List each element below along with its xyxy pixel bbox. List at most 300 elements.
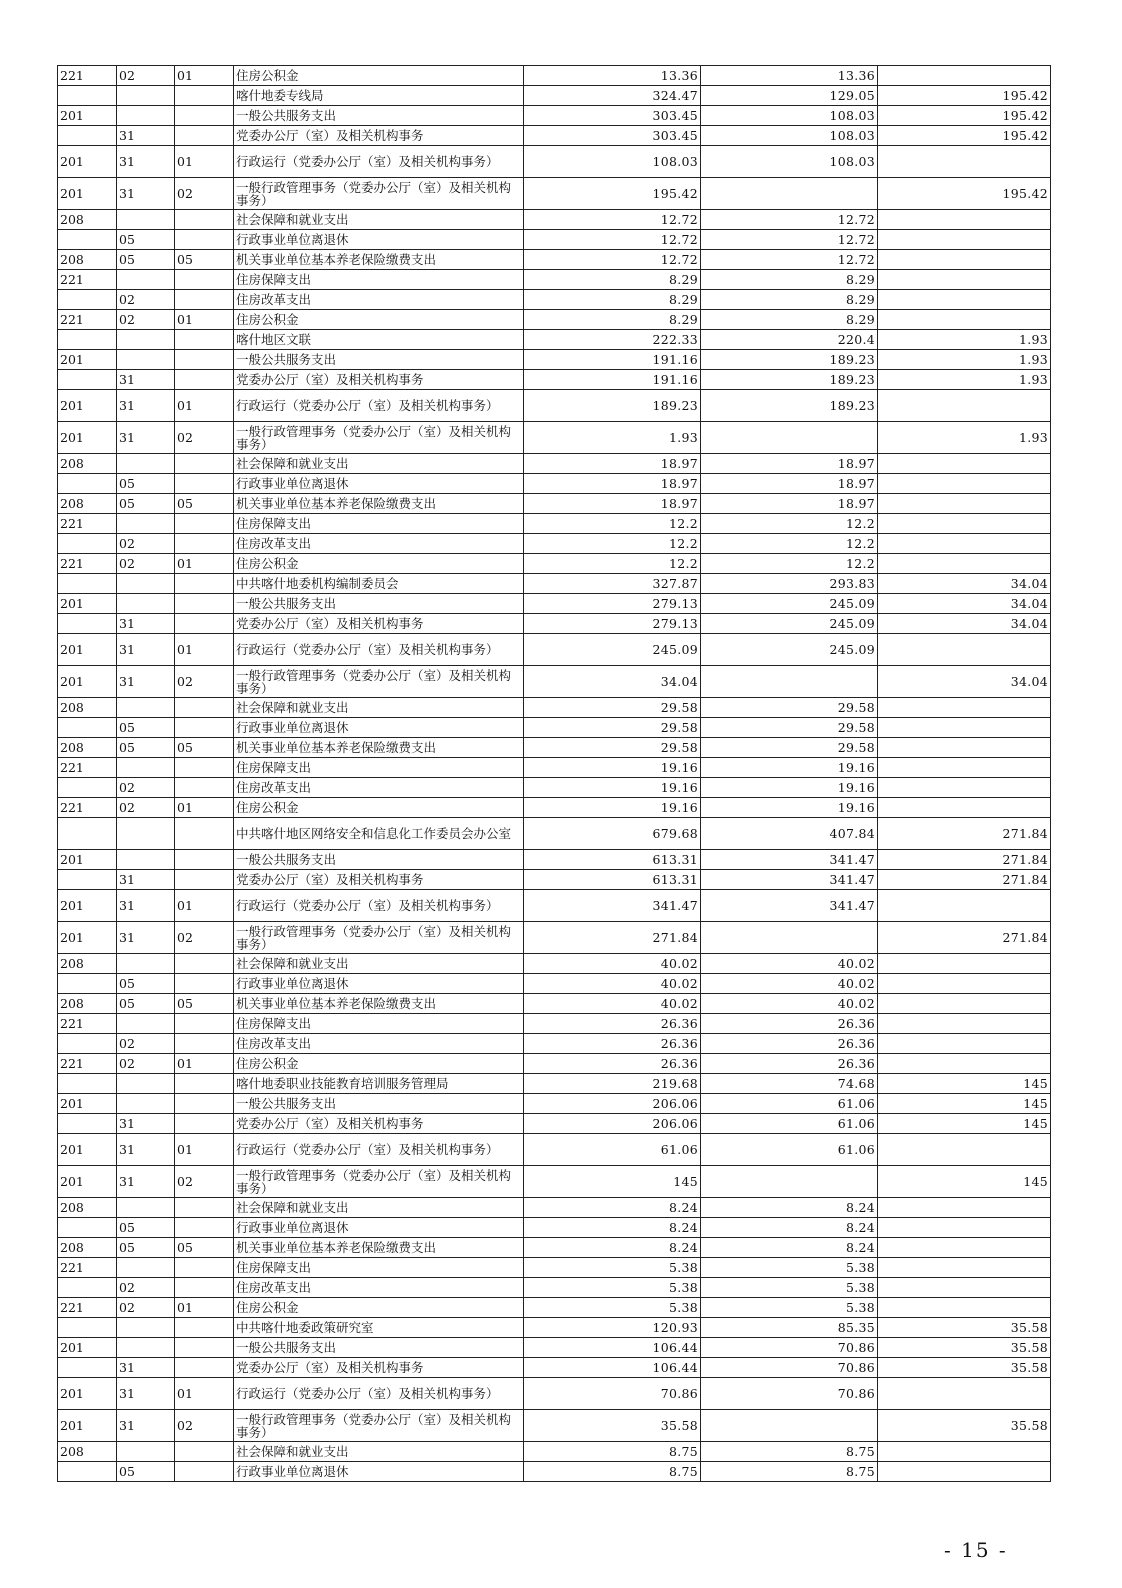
total-amount-cell: 8.24 — [524, 1218, 701, 1238]
class-code-cell: 201 — [58, 922, 117, 954]
basic-expenditure-cell: 5.38 — [701, 1278, 878, 1298]
class-code-cell: 208 — [58, 954, 117, 974]
class-code-cell: 221 — [58, 66, 117, 86]
basic-expenditure-cell: 61.06 — [701, 1094, 878, 1114]
project-expenditure-cell — [878, 230, 1051, 250]
item-code-cell: 05 — [175, 1238, 234, 1258]
table-row — [58, 330, 1051, 350]
item-code-cell: 05 — [175, 250, 234, 270]
table-row — [58, 310, 1051, 330]
item-code-cell — [175, 1358, 234, 1378]
item-code-cell — [175, 1442, 234, 1462]
section-code-cell: 31 — [117, 390, 175, 422]
project-expenditure-cell — [878, 210, 1051, 230]
section-code-cell: 05 — [117, 738, 175, 758]
project-expenditure-cell: 1.93 — [878, 370, 1051, 390]
subject-name-cell: 喀什地区文联 — [234, 330, 524, 350]
class-code-cell — [58, 126, 117, 146]
table-body — [58, 66, 1051, 1482]
basic-expenditure-cell: 12.72 — [701, 210, 878, 230]
section-code-cell — [117, 1094, 175, 1114]
basic-expenditure-cell: 19.16 — [701, 758, 878, 778]
section-code-cell: 31 — [117, 870, 175, 890]
subject-name-cell: 行政事业单位离退休 — [234, 974, 524, 994]
project-expenditure-cell — [878, 1134, 1051, 1166]
section-code-cell — [117, 574, 175, 594]
basic-expenditure-cell — [701, 1410, 878, 1442]
item-code-cell: 01 — [175, 634, 234, 666]
subject-name-cell: 住房公积金 — [234, 66, 524, 86]
project-expenditure-cell — [878, 778, 1051, 798]
table-row — [58, 1198, 1051, 1218]
item-code-cell — [175, 594, 234, 614]
table-row — [58, 554, 1051, 574]
table-row — [58, 1114, 1051, 1134]
subject-name-cell: 党委办公厅（室）及相关机构事务 — [234, 870, 524, 890]
project-expenditure-cell — [878, 250, 1051, 270]
project-expenditure-cell: 271.84 — [878, 818, 1051, 850]
class-code-cell — [58, 230, 117, 250]
section-code-cell: 05 — [117, 994, 175, 1014]
class-code-cell — [58, 290, 117, 310]
subject-name-cell: 住房改革支出 — [234, 1034, 524, 1054]
item-code-cell — [175, 350, 234, 370]
basic-expenditure-cell: 12.2 — [701, 514, 878, 534]
table-row — [58, 1094, 1051, 1114]
table-row — [58, 290, 1051, 310]
table-row — [58, 1166, 1051, 1198]
project-expenditure-cell — [878, 1378, 1051, 1410]
table-row — [58, 146, 1051, 178]
project-expenditure-cell: 145 — [878, 1094, 1051, 1114]
class-code-cell: 201 — [58, 890, 117, 922]
section-code-cell: 31 — [117, 370, 175, 390]
table-row — [58, 1014, 1051, 1034]
item-code-cell: 01 — [175, 798, 234, 818]
item-code-cell: 02 — [175, 1166, 234, 1198]
basic-expenditure-cell: 12.2 — [701, 554, 878, 574]
total-amount-cell: 145 — [524, 1166, 701, 1198]
subject-name-cell: 一般公共服务支出 — [234, 594, 524, 614]
class-code-cell: 201 — [58, 350, 117, 370]
project-expenditure-cell: 34.04 — [878, 594, 1051, 614]
basic-expenditure-cell: 189.23 — [701, 370, 878, 390]
total-amount-cell: 26.36 — [524, 1054, 701, 1074]
basic-expenditure-cell — [701, 1166, 878, 1198]
total-amount-cell: 26.36 — [524, 1014, 701, 1034]
table-row — [58, 1442, 1051, 1462]
total-amount-cell: 206.06 — [524, 1114, 701, 1134]
item-code-cell — [175, 974, 234, 994]
class-code-cell: 201 — [58, 146, 117, 178]
subject-name-cell: 行政事业单位离退休 — [234, 1218, 524, 1238]
basic-expenditure-cell: 13.36 — [701, 66, 878, 86]
total-amount-cell: 8.75 — [524, 1462, 701, 1482]
class-code-cell — [58, 1462, 117, 1482]
total-amount-cell: 324.47 — [524, 86, 701, 106]
subject-name-cell: 机关事业单位基本养老保险缴费支出 — [234, 738, 524, 758]
project-expenditure-cell — [878, 290, 1051, 310]
table-row — [58, 514, 1051, 534]
total-amount-cell: 18.97 — [524, 454, 701, 474]
project-expenditure-cell — [878, 66, 1051, 86]
subject-name-cell: 住房改革支出 — [234, 1278, 524, 1298]
item-code-cell: 01 — [175, 1378, 234, 1410]
section-code-cell — [117, 1258, 175, 1278]
item-code-cell: 05 — [175, 738, 234, 758]
project-expenditure-cell: 1.93 — [878, 350, 1051, 370]
subject-name-cell: 党委办公厅（室）及相关机构事务 — [234, 126, 524, 146]
total-amount-cell: 5.38 — [524, 1278, 701, 1298]
page-number: - 15 - — [944, 1538, 1008, 1562]
project-expenditure-cell: 35.58 — [878, 1338, 1051, 1358]
subject-name-cell: 住房保障支出 — [234, 270, 524, 290]
class-code-cell: 221 — [58, 310, 117, 330]
item-code-cell — [175, 370, 234, 390]
subject-name-cell: 社会保障和就业支出 — [234, 698, 524, 718]
class-code-cell: 201 — [58, 1378, 117, 1410]
project-expenditure-cell: 195.42 — [878, 178, 1051, 210]
table-row — [58, 738, 1051, 758]
total-amount-cell: 19.16 — [524, 758, 701, 778]
table-row — [58, 698, 1051, 718]
project-expenditure-cell — [878, 270, 1051, 290]
project-expenditure-cell — [878, 514, 1051, 534]
item-code-cell — [175, 106, 234, 126]
project-expenditure-cell — [878, 758, 1051, 778]
section-code-cell: 05 — [117, 230, 175, 250]
budget-table — [57, 65, 1051, 1482]
section-code-cell: 02 — [117, 66, 175, 86]
subject-name-cell: 住房改革支出 — [234, 534, 524, 554]
item-code-cell: 01 — [175, 1054, 234, 1074]
project-expenditure-cell — [878, 474, 1051, 494]
project-expenditure-cell — [878, 1462, 1051, 1482]
basic-expenditure-cell: 18.97 — [701, 454, 878, 474]
project-expenditure-cell: 34.04 — [878, 574, 1051, 594]
section-code-cell — [117, 594, 175, 614]
section-code-cell — [117, 1198, 175, 1218]
basic-expenditure-cell: 8.29 — [701, 270, 878, 290]
basic-expenditure-cell: 341.47 — [701, 870, 878, 890]
table-row — [58, 574, 1051, 594]
project-expenditure-cell: 195.42 — [878, 86, 1051, 106]
subject-name-cell: 社会保障和就业支出 — [234, 1198, 524, 1218]
basic-expenditure-cell: 12.72 — [701, 250, 878, 270]
table-row — [58, 850, 1051, 870]
section-code-cell: 02 — [117, 1034, 175, 1054]
table-row — [58, 718, 1051, 738]
total-amount-cell: 108.03 — [524, 146, 701, 178]
total-amount-cell: 613.31 — [524, 850, 701, 870]
subject-name-cell: 住房保障支出 — [234, 1014, 524, 1034]
basic-expenditure-cell: 85.35 — [701, 1318, 878, 1338]
class-code-cell: 201 — [58, 850, 117, 870]
basic-expenditure-cell: 293.83 — [701, 574, 878, 594]
item-code-cell: 01 — [175, 1298, 234, 1318]
basic-expenditure-cell: 74.68 — [701, 1074, 878, 1094]
total-amount-cell: 19.16 — [524, 798, 701, 818]
table-row — [58, 798, 1051, 818]
table-row — [58, 350, 1051, 370]
class-code-cell: 221 — [58, 554, 117, 574]
basic-expenditure-cell: 18.97 — [701, 494, 878, 514]
subject-name-cell: 住房公积金 — [234, 554, 524, 574]
class-code-cell: 221 — [58, 514, 117, 534]
project-expenditure-cell — [878, 1238, 1051, 1258]
table-row — [58, 390, 1051, 422]
subject-name-cell: 中共喀什地区网络安全和信息化工作委员会办公室 — [234, 818, 524, 850]
basic-expenditure-cell — [701, 422, 878, 454]
item-code-cell — [175, 1114, 234, 1134]
item-code-cell — [175, 870, 234, 890]
section-code-cell: 31 — [117, 1166, 175, 1198]
section-code-cell: 05 — [117, 1462, 175, 1482]
item-code-cell — [175, 454, 234, 474]
subject-name-cell: 一般公共服务支出 — [234, 1094, 524, 1114]
item-code-cell: 01 — [175, 554, 234, 574]
total-amount-cell: 8.29 — [524, 290, 701, 310]
item-code-cell: 01 — [175, 146, 234, 178]
section-code-cell: 05 — [117, 1218, 175, 1238]
class-code-cell: 201 — [58, 666, 117, 698]
item-code-cell — [175, 86, 234, 106]
section-code-cell: 31 — [117, 1378, 175, 1410]
item-code-cell: 01 — [175, 890, 234, 922]
subject-name-cell: 中共喀什地委机构编制委员会 — [234, 574, 524, 594]
table-row — [58, 1054, 1051, 1074]
total-amount-cell: 29.58 — [524, 738, 701, 758]
table-row — [58, 954, 1051, 974]
subject-name-cell: 党委办公厅（室）及相关机构事务 — [234, 614, 524, 634]
total-amount-cell: 12.72 — [524, 230, 701, 250]
project-expenditure-cell — [878, 994, 1051, 1014]
table-row — [58, 758, 1051, 778]
project-expenditure-cell — [878, 718, 1051, 738]
section-code-cell: 31 — [117, 178, 175, 210]
total-amount-cell: 70.86 — [524, 1378, 701, 1410]
total-amount-cell: 26.36 — [524, 1034, 701, 1054]
total-amount-cell: 341.47 — [524, 890, 701, 922]
section-code-cell: 05 — [117, 474, 175, 494]
total-amount-cell: 8.24 — [524, 1238, 701, 1258]
item-code-cell — [175, 1014, 234, 1034]
section-code-cell — [117, 954, 175, 974]
basic-expenditure-cell: 189.23 — [701, 350, 878, 370]
project-expenditure-cell: 145 — [878, 1166, 1051, 1198]
subject-name-cell: 住房保障支出 — [234, 758, 524, 778]
total-amount-cell: 120.93 — [524, 1318, 701, 1338]
class-code-cell: 208 — [58, 994, 117, 1014]
section-code-cell — [117, 698, 175, 718]
section-code-cell: 02 — [117, 554, 175, 574]
class-code-cell: 201 — [58, 1338, 117, 1358]
subject-name-cell: 行政运行（党委办公厅（室）及相关机构事务） — [234, 390, 524, 422]
class-code-cell — [58, 1358, 117, 1378]
subject-name-cell: 住房保障支出 — [234, 1258, 524, 1278]
subject-name-cell: 行政运行（党委办公厅（室）及相关机构事务） — [234, 146, 524, 178]
table-row — [58, 890, 1051, 922]
total-amount-cell: 245.09 — [524, 634, 701, 666]
project-expenditure-cell — [878, 798, 1051, 818]
item-code-cell — [175, 330, 234, 350]
class-code-cell: 221 — [58, 1258, 117, 1278]
basic-expenditure-cell: 5.38 — [701, 1258, 878, 1278]
subject-name-cell: 行政运行（党委办公厅（室）及相关机构事务） — [234, 1134, 524, 1166]
section-code-cell — [117, 330, 175, 350]
class-code-cell: 201 — [58, 390, 117, 422]
table-row — [58, 1238, 1051, 1258]
section-code-cell: 05 — [117, 250, 175, 270]
item-code-cell — [175, 1278, 234, 1298]
class-code-cell — [58, 370, 117, 390]
basic-expenditure-cell: 8.75 — [701, 1462, 878, 1482]
item-code-cell: 02 — [175, 178, 234, 210]
total-amount-cell: 12.2 — [524, 554, 701, 574]
table-row — [58, 1134, 1051, 1166]
basic-expenditure-cell: 29.58 — [701, 738, 878, 758]
total-amount-cell: 40.02 — [524, 994, 701, 1014]
section-code-cell: 02 — [117, 778, 175, 798]
total-amount-cell: 191.16 — [524, 370, 701, 390]
project-expenditure-cell — [878, 390, 1051, 422]
total-amount-cell: 1.93 — [524, 422, 701, 454]
basic-expenditure-cell: 40.02 — [701, 994, 878, 1014]
project-expenditure-cell: 271.84 — [878, 850, 1051, 870]
table-row — [58, 250, 1051, 270]
total-amount-cell: 271.84 — [524, 922, 701, 954]
total-amount-cell: 191.16 — [524, 350, 701, 370]
total-amount-cell: 40.02 — [524, 954, 701, 974]
table-row — [58, 534, 1051, 554]
class-code-cell: 201 — [58, 634, 117, 666]
project-expenditure-cell — [878, 890, 1051, 922]
table-row — [58, 974, 1051, 994]
section-code-cell: 31 — [117, 1410, 175, 1442]
table-row — [58, 494, 1051, 514]
subject-name-cell: 住房改革支出 — [234, 290, 524, 310]
basic-expenditure-cell: 8.24 — [701, 1198, 878, 1218]
subject-name-cell: 党委办公厅（室）及相关机构事务 — [234, 1358, 524, 1378]
total-amount-cell: 195.42 — [524, 178, 701, 210]
section-code-cell: 02 — [117, 534, 175, 554]
class-code-cell — [58, 1114, 117, 1134]
section-code-cell — [117, 1074, 175, 1094]
subject-name-cell: 行政运行（党委办公厅（室）及相关机构事务） — [234, 890, 524, 922]
basic-expenditure-cell: 8.75 — [701, 1442, 878, 1462]
section-code-cell: 31 — [117, 1358, 175, 1378]
subject-name-cell: 一般公共服务支出 — [234, 1338, 524, 1358]
item-code-cell — [175, 1462, 234, 1482]
section-code-cell: 31 — [117, 1134, 175, 1166]
section-code-cell — [117, 514, 175, 534]
table-row — [58, 454, 1051, 474]
table-row — [58, 474, 1051, 494]
section-code-cell — [117, 758, 175, 778]
basic-expenditure-cell: 70.86 — [701, 1378, 878, 1410]
item-code-cell — [175, 270, 234, 290]
section-code-cell — [117, 818, 175, 850]
subject-name-cell: 机关事业单位基本养老保险缴费支出 — [234, 250, 524, 270]
basic-expenditure-cell — [701, 922, 878, 954]
class-code-cell — [58, 1318, 117, 1338]
class-code-cell — [58, 1034, 117, 1054]
subject-name-cell: 一般公共服务支出 — [234, 350, 524, 370]
item-code-cell — [175, 718, 234, 738]
project-expenditure-cell: 35.58 — [878, 1410, 1051, 1442]
basic-expenditure-cell: 61.06 — [701, 1134, 878, 1166]
total-amount-cell: 219.68 — [524, 1074, 701, 1094]
class-code-cell: 208 — [58, 698, 117, 718]
table-row — [58, 594, 1051, 614]
section-code-cell: 31 — [117, 666, 175, 698]
subject-name-cell: 住房公积金 — [234, 798, 524, 818]
basic-expenditure-cell: 8.24 — [701, 1218, 878, 1238]
table-row — [58, 666, 1051, 698]
item-code-cell — [175, 1318, 234, 1338]
table-row — [58, 1034, 1051, 1054]
total-amount-cell: 8.75 — [524, 1442, 701, 1462]
total-amount-cell: 106.44 — [524, 1358, 701, 1378]
item-code-cell — [175, 1338, 234, 1358]
section-code-cell: 05 — [117, 718, 175, 738]
project-expenditure-cell — [878, 454, 1051, 474]
basic-expenditure-cell — [701, 666, 878, 698]
section-code-cell — [117, 454, 175, 474]
item-code-cell: 01 — [175, 1134, 234, 1166]
section-code-cell — [117, 850, 175, 870]
subject-name-cell: 行政事业单位离退休 — [234, 718, 524, 738]
item-code-cell: 05 — [175, 994, 234, 1014]
project-expenditure-cell — [878, 954, 1051, 974]
project-expenditure-cell — [878, 1034, 1051, 1054]
class-code-cell: 208 — [58, 454, 117, 474]
class-code-cell: 201 — [58, 178, 117, 210]
basic-expenditure-cell: 108.03 — [701, 106, 878, 126]
basic-expenditure-cell: 29.58 — [701, 698, 878, 718]
basic-expenditure-cell: 341.47 — [701, 850, 878, 870]
section-code-cell: 31 — [117, 922, 175, 954]
project-expenditure-cell — [878, 974, 1051, 994]
class-code-cell: 221 — [58, 1054, 117, 1074]
project-expenditure-cell — [878, 494, 1051, 514]
section-code-cell — [117, 86, 175, 106]
project-expenditure-cell — [878, 634, 1051, 666]
item-code-cell — [175, 614, 234, 634]
class-code-cell: 221 — [58, 270, 117, 290]
table-row — [58, 422, 1051, 454]
table-row — [58, 1462, 1051, 1482]
section-code-cell: 05 — [117, 974, 175, 994]
item-code-cell — [175, 778, 234, 798]
subject-name-cell: 一般公共服务支出 — [234, 106, 524, 126]
section-code-cell: 31 — [117, 126, 175, 146]
table-row — [58, 1298, 1051, 1318]
table-row — [58, 178, 1051, 210]
item-code-cell — [175, 1218, 234, 1238]
class-code-cell: 208 — [58, 250, 117, 270]
table-row — [58, 1278, 1051, 1298]
basic-expenditure-cell: 8.29 — [701, 290, 878, 310]
total-amount-cell: 12.72 — [524, 250, 701, 270]
item-code-cell — [175, 474, 234, 494]
project-expenditure-cell — [878, 146, 1051, 178]
project-expenditure-cell — [878, 1198, 1051, 1218]
class-code-cell: 208 — [58, 738, 117, 758]
project-expenditure-cell: 1.93 — [878, 422, 1051, 454]
basic-expenditure-cell: 61.06 — [701, 1114, 878, 1134]
total-amount-cell: 8.29 — [524, 270, 701, 290]
